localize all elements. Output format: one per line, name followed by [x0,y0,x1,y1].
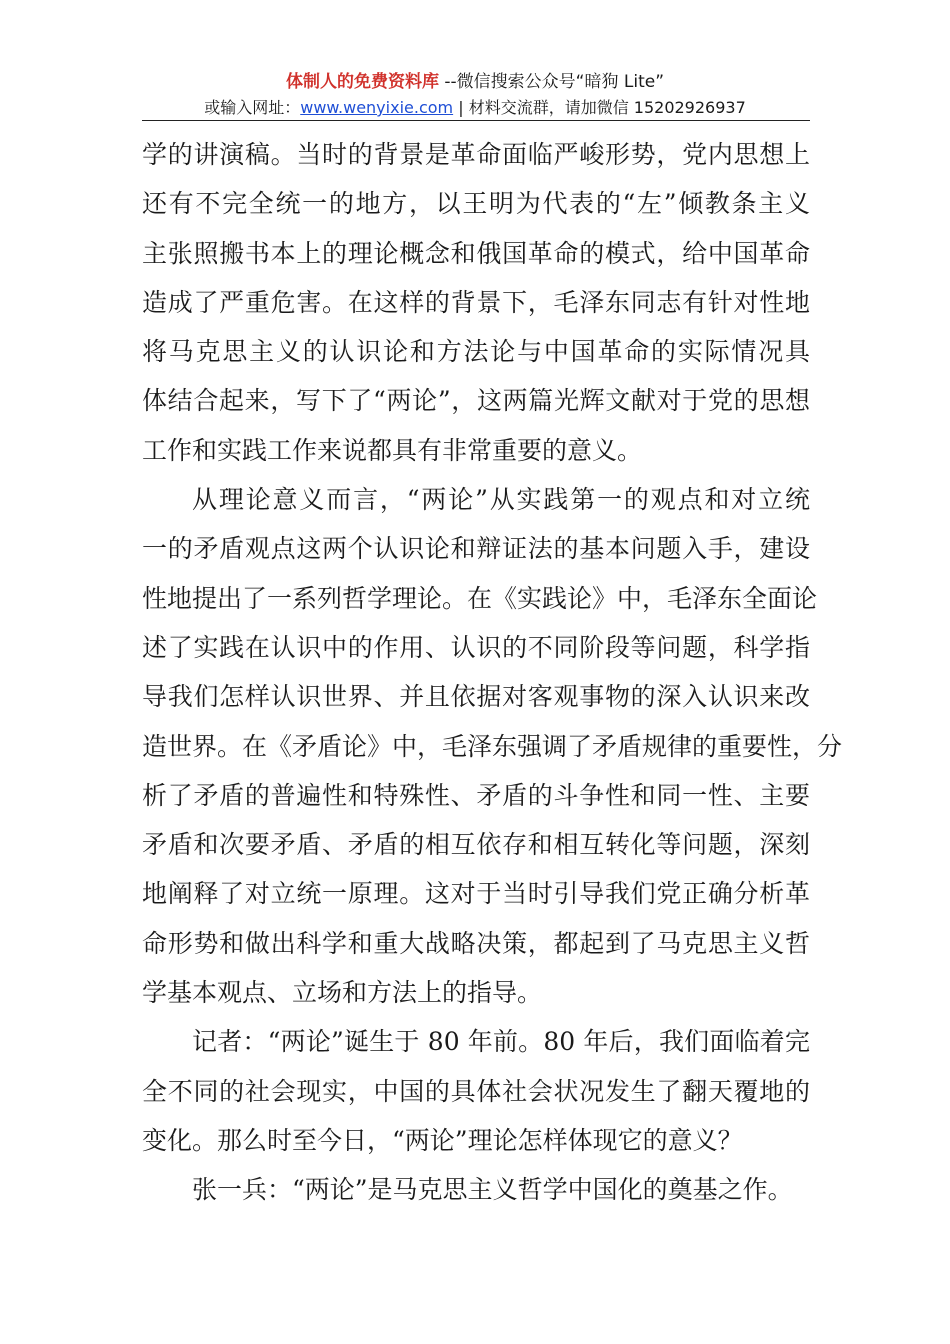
text-line: 记者：“两论”诞生于 80 年前。80 年后，我们面临着完 [192,1027,810,1057]
page-header [0,70,950,120]
text-line: 导我们怎样认识世界、并且依据对客观事物的深入认识来改 [142,682,810,712]
header-line-1 [0,70,950,94]
text-line: 述了实践在认识中的作用、认识的不同阶段等问题，科学指 [142,632,810,662]
text-line: 将马克思主义的认识论和方法论与中国革命的实际情况具 [142,337,810,367]
text-line: 全不同的社会现实，中国的具体社会状况发生了翻天覆地的 [142,1076,810,1106]
article-body [142,130,843,1215]
text-line: 矛盾和次要矛盾、矛盾的相互依存和相互转化等问题，深刻 [142,830,810,860]
paragraph [142,1017,810,1165]
text-line: 工作和实践工作来说都具有非常重要的意义。 [142,435,643,465]
text-line: 学基本观点、立场和方法上的指导。 [142,978,543,1008]
header-line-2 [0,96,950,120]
text-line: 从理论意义而言，“两论”从实践第一的观点和对立统 [192,485,810,515]
header-separator: | [458,98,464,117]
text-line: 学的讲演稿。当时的背景是革命面临严峻形势，党内思想上 [142,140,810,169]
text-line: 体结合起来，写下了“两论”，这两篇光辉文献对于党的思想 [142,386,810,416]
header-divider [142,120,810,121]
text-line: 一的矛盾观点这两个认识论和辩证法的基本问题入手，建设 [142,534,810,564]
url-prefix: 或输入网址： [204,98,301,117]
header-tagline: --微信搜索公众号“暗狗 Lite” [444,72,664,92]
text-line: 性地提出了一系列哲学理论。在《实践论》中，毛泽东全面论 [142,583,818,613]
text-line: 造世界。在《矛盾论》中，毛泽东强调了矛盾规律的重要性，分 [142,731,843,761]
text-line: 造成了严重危害。在这样的背景下，毛泽东同志有针对性地 [142,287,810,317]
paragraph [142,475,843,1017]
paragraph [142,130,810,475]
text-line: 析了矛盾的普遍性和特殊性、矛盾的斗争性和同一性、主要 [142,780,810,810]
text-line: 地阐释了对立统一原理。这对于当时引导我们党正确分析革 [142,879,810,909]
text-line: 命形势和做出科学和重大战略决策，都起到了马克思主义哲 [142,928,810,958]
paragraph [142,1165,810,1214]
text-line: 张一兵：“两论”是马克思主义哲学中国化的奠基之作。 [192,1175,793,1205]
text-line: 还有不完全统一的地方，以王明为代表的“左”倾教条主义 [142,189,810,219]
contact-info: 材料交流群，请加微信 15202926937 [468,98,746,117]
text-line: 变化。那么时至今日，“两论”理论怎样体现它的意义？ [142,1125,743,1155]
brand-name: 体制人的免费资料库 [285,72,439,92]
text-line: 主张照搬书本上的理论概念和俄国革命的模式，给中国革命 [142,238,810,268]
website-link[interactable]: www.wenyixie.com [300,98,454,117]
